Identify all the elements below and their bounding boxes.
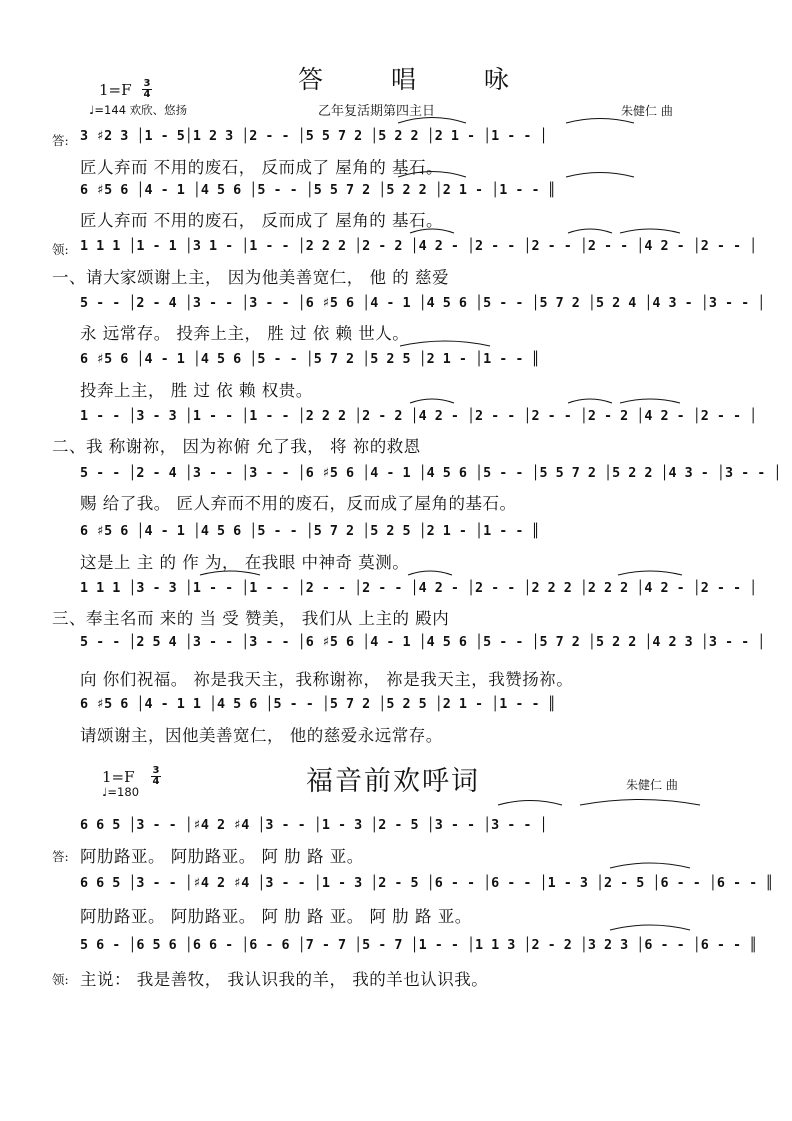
leader-label: 领: xyxy=(52,242,69,257)
notation-line-12: 6 6 5 │3 - - │♯4 2 ♯4 │3 - - │1 - 3 │2 - 5 │3 - - │3 - - │ xyxy=(80,818,548,833)
song1-tempo: ♩=144 欢欣、悠扬 xyxy=(89,103,188,117)
time-bottom: 4 xyxy=(143,89,151,100)
lyric-line-1: 匠人弃而 不用的废石， 反而成了 屋角的 基石。 xyxy=(80,158,443,177)
notation-line-5: 6 ♯5 6 │4 - 1 │4 5 6 │5 - - │5 7 2 │5 2 5 │2 1 - │1 - - ║ xyxy=(80,352,540,367)
song1-key: 1=F xyxy=(99,81,132,99)
notation-line-4: 5 - - │2 - 4 │3 - - │3 - - │6 ♯5 6 │4 - 1 │4 5 6 │5 - - │5 7 2 │5 2 4 │4 3 - │3 - - │ xyxy=(80,296,766,311)
notation-line-7: 5 - - │2 - 4 │3 - - │3 - - │6 ♯5 6 │4 - 1 │4 5 6 │5 - - │5 5 7 2 │5 2 2 │4 3 - │3 - - │ xyxy=(80,466,782,481)
lyric-line-13: 阿肋路亚。 阿肋路亚。 阿 肋 路 亚。 阿 肋 路 亚。 xyxy=(80,907,472,926)
notation-line-13: 6 6 5 │3 - - │♯4 2 ♯4 │3 - - │1 - 3 │2 - 5 │6 - - │6 - - │1 - 3 │2 - 5 │6 - - │6 - - ║ xyxy=(80,876,774,891)
time-top: 3 xyxy=(143,78,151,89)
lyric-line-11: 请颂谢主，因他美善宽仁， 他的慈爱永远常存。 xyxy=(80,726,443,745)
time-bottom: 4 xyxy=(152,776,160,787)
response-label-2: 答: xyxy=(52,849,69,864)
notation-line-9: 1 1 1 │3 - 3 │1 - - │1 - - │2 - - │2 - - │4 2 - │2 - - │2 2 2 │2 2 2 │4 2 - │2 - - │ xyxy=(80,581,758,596)
lyric-line-3: 一、请大家颂谢上主， 因为他美善宽仁， 他 的 慈爱 xyxy=(52,268,449,287)
song1-composer: 朱健仁 曲 xyxy=(621,104,673,118)
song2-key: 1=F xyxy=(102,768,135,786)
lyric-line-6: 二、我 称谢祢， 因为祢俯 允了我， 将 祢的救恩 xyxy=(52,437,421,456)
lyric-line-8: 这是上 主 的 作 为， 在我眼 中神奇 莫测。 xyxy=(80,553,410,572)
song1-subtitle: 乙年复活期第四主日 xyxy=(318,104,436,119)
lyric-line-4: 永 远常存。 投奔上主， 胜 过 依 赖 世人。 xyxy=(80,324,410,343)
notation-line-2: 6 ♯5 6 │4 - 1 │4 5 6 │5 - - │5 5 7 2 │5 2 2 │2 1 - │1 - - ║ xyxy=(80,183,556,198)
song2-composer: 朱健仁 曲 xyxy=(626,778,678,792)
notation-line-8: 6 ♯5 6 │4 - 1 │4 5 6 │5 - - │5 7 2 │5 2 5 │2 1 - │1 - - ║ xyxy=(80,524,540,539)
lyric-line-9: 三、奉主名而 来的 当 受 赞美， 我们从 上主的 殿内 xyxy=(52,609,450,628)
notation-line-6: 1 - - │3 - 3 │1 - - │1 - - │2 2 2 │2 - 2 │4 2 - │2 - - │2 - - │2 - 2 │4 2 - │2 - - │ xyxy=(80,409,758,424)
response-label: 答: xyxy=(52,133,69,148)
song2-tempo: ♩=180 xyxy=(102,785,140,799)
notation-line-11: 6 ♯5 6 │4 - 1 1 │4 5 6 │5 - - │5 7 2 │5 2 5 │2 1 - │1 - - ║ xyxy=(80,697,556,712)
lyric-line-5: 投奔上主， 胜 过 依 赖 权贵。 xyxy=(80,381,313,400)
notation-line-1: 3 ♯2 3 │1 - 5│1 2 3 │2 - - │5 5 7 2 │5 2 2 │2 1 - │1 - - │ xyxy=(80,129,548,144)
leader-label-2: 领: xyxy=(52,972,69,987)
notation-line-3: 1 1 1 │1 - 1 │3 1 - │1 - - │2 2 2 │2 - 2 │4 2 - │2 - - │2 - - │2 - - │4 2 - │2 - - │ xyxy=(80,239,758,254)
lyric-line-14: 主说： 我是善牧， 我认识我的羊， 我的羊也认识我。 xyxy=(80,970,489,989)
notation-line-14: 5 6 - │6 5 6 │6 6 - │6 - 6 │7 - 7 │5 - 7 │1 - - │1 1 3 │2 - 2 │3 2 3 │6 - - │6 - - ║ xyxy=(80,938,758,953)
lyric-line-10: 向 你们祝福。 祢是我天主，我称谢祢， 祢是我天主，我赞扬祢。 xyxy=(80,670,574,689)
lyric-line-2: 匠人弃而 不用的废石， 反而成了 屋角的 基石。 xyxy=(80,211,443,230)
lyric-line-7: 赐 给了我。 匠人弃而不用的废石，反而成了屋角的基石。 xyxy=(80,494,517,513)
notation-line-10: 5 - - │2 5 4 │3 - - │3 - - │6 ♯5 6 │4 - 1 │4 5 6 │5 - - │5 7 2 │5 2 2 │4 2 3 │3 - - │ xyxy=(80,635,766,650)
time-top: 3 xyxy=(152,765,160,776)
song1-title: 答 唱 咏 xyxy=(298,65,539,94)
song2-title: 福音前欢呼词 xyxy=(306,766,480,797)
lyric-line-12: 阿肋路亚。 阿肋路亚。 阿 肋 路 亚。 xyxy=(80,847,364,866)
